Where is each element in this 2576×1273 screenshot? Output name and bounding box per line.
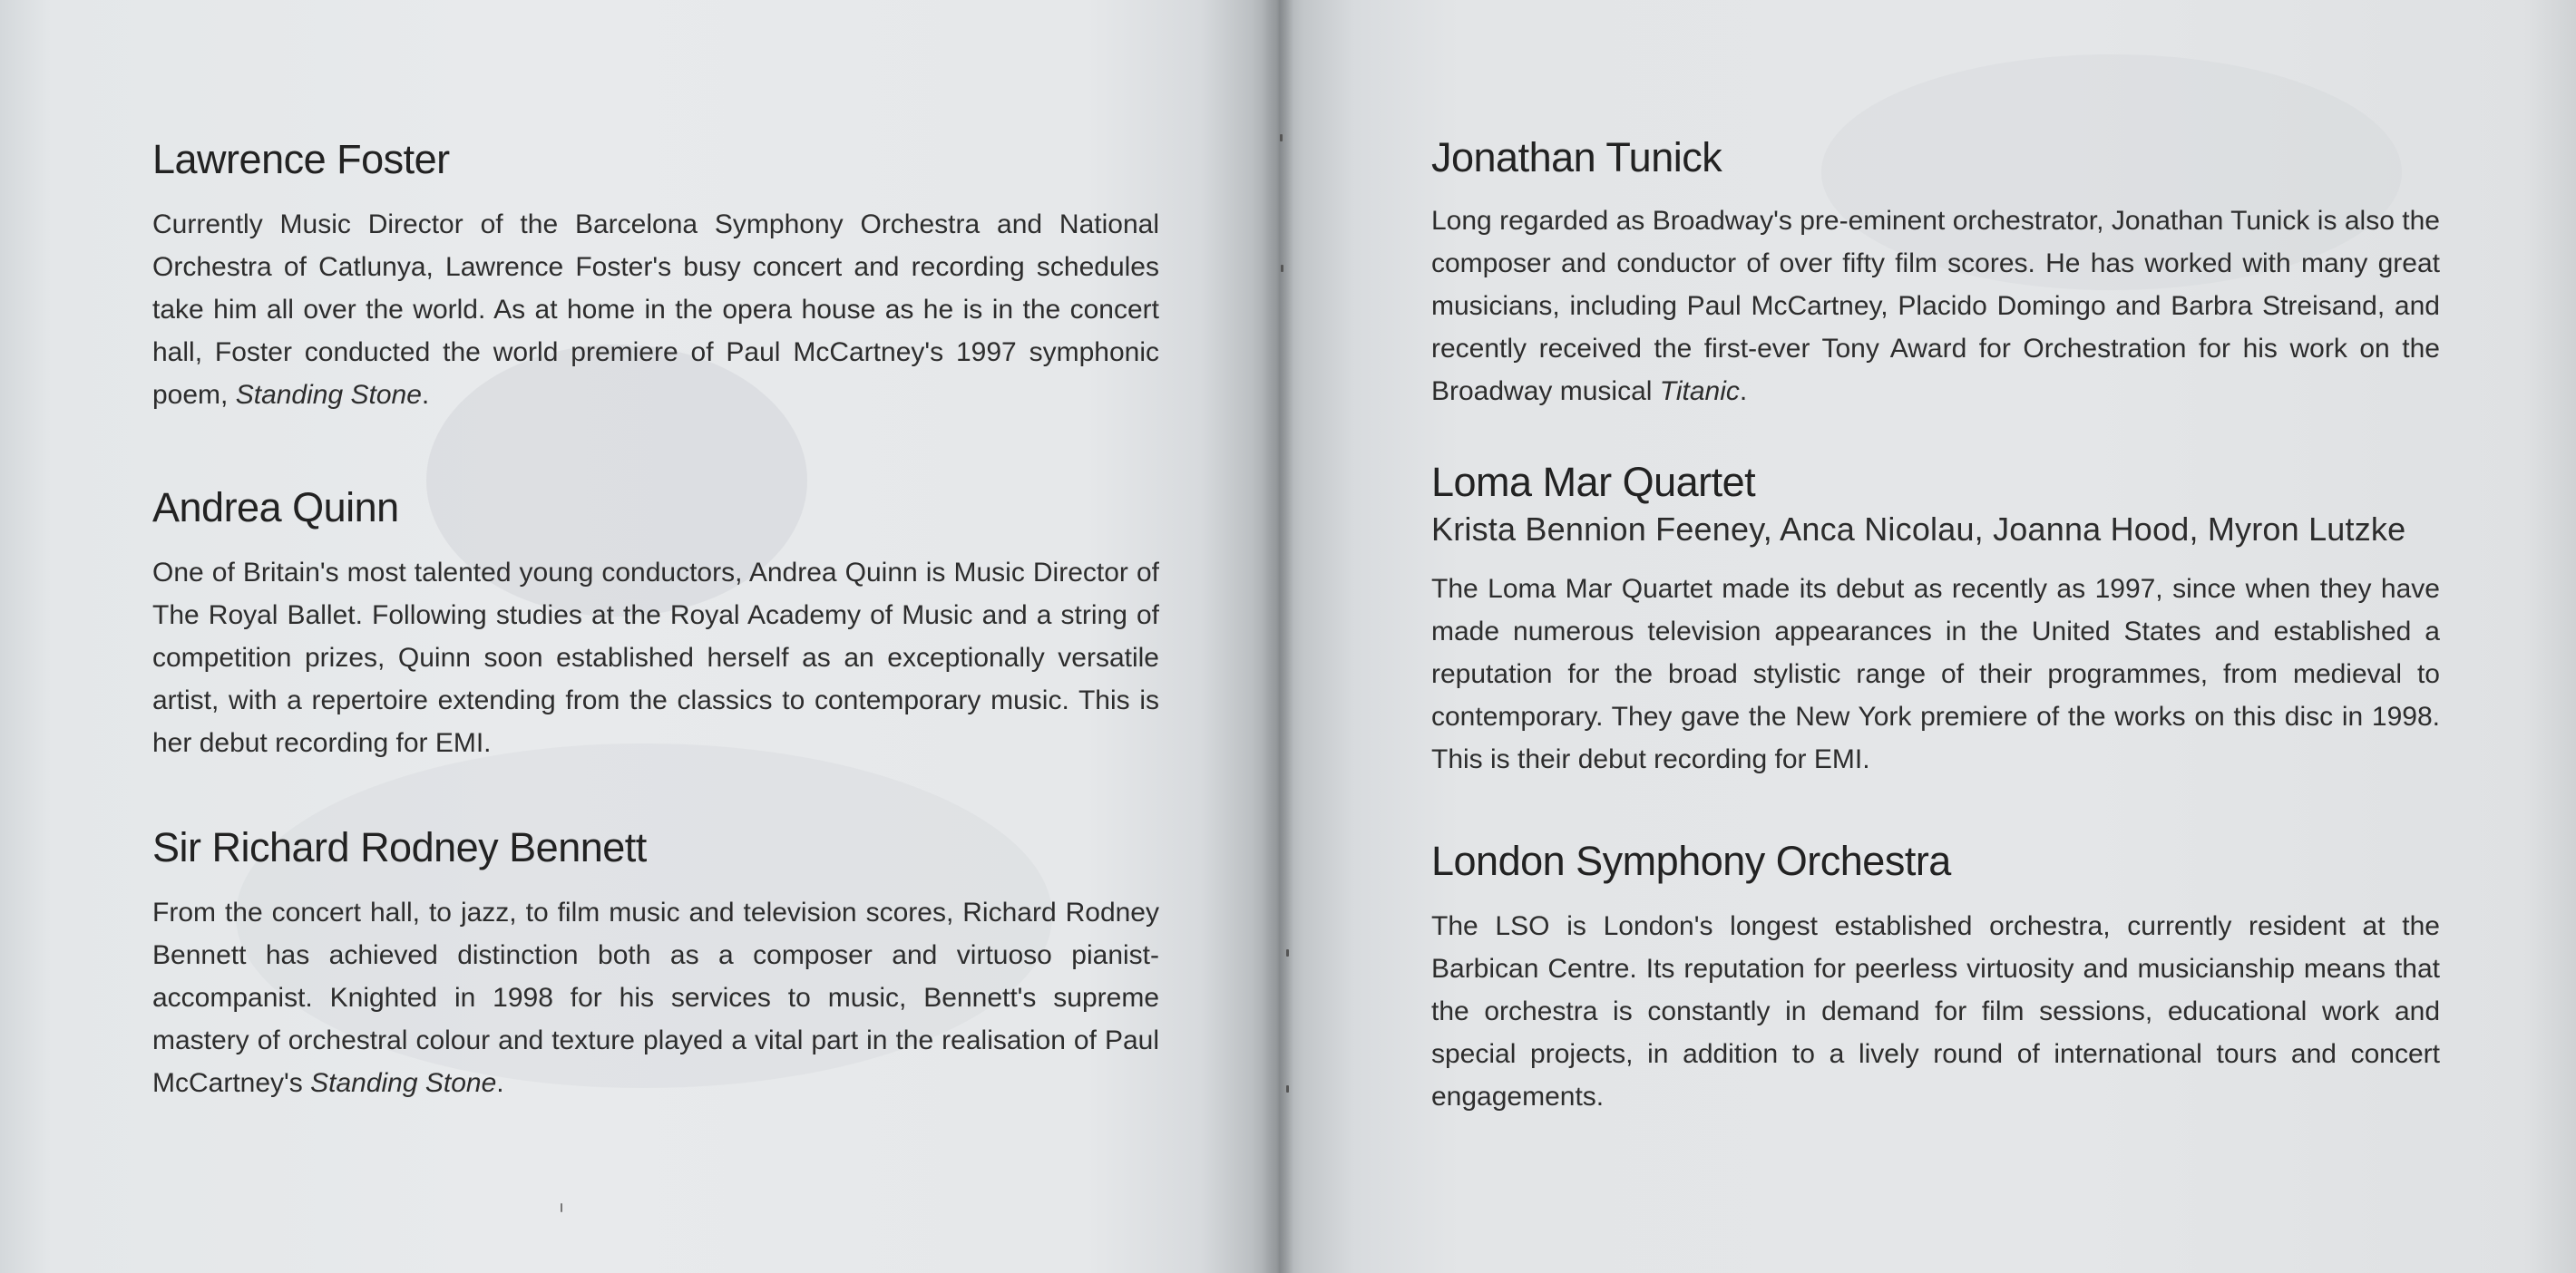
body-text: The LSO is London's longest established orchestra, currently resident at the Barbican Centre. Its reputation for peerless virtuosity and musicianship means that the orchestra is constantly in demand for film sessions, educational work and special projects, in addition to a lively round of international tours and concert engagements. bbox=[1431, 911, 2440, 1112]
staple-mark bbox=[1281, 265, 1283, 272]
work-title: Titanic bbox=[1659, 376, 1740, 406]
section-body bbox=[152, 551, 1159, 764]
section-heading: Jonathan Tunick bbox=[1431, 134, 1722, 180]
staple-mark bbox=[1280, 134, 1283, 141]
section-body bbox=[1431, 905, 2440, 1118]
body-text: One of Britain's most talented young conductors, Andrea Quinn is Music Director of The Royal Ballet. Following studies at the Royal Academy of Music and a string of competition prizes, Quinn soon established herself as an exceptionally versatile artist, with a repertoire extending from the classics to contemporary music. This is her debut recording for EMI. bbox=[152, 558, 1159, 758]
section-members: Krista Bennion Feeney, Anca Nicolau, Joanna Hood, Myron Lutzke bbox=[1431, 510, 2406, 548]
bio-section-london-symphony-orchestra bbox=[1431, 836, 2440, 1118]
staple-mark bbox=[1286, 1085, 1289, 1093]
body-text: Long regarded as Broadway's pre-eminent orchestrator, Jonathan Tunick is also the composer and conductor of over fifty film scores. He has worked with many great musicians, including Paul McCartney, Placido Domingo and Barbra Streisand, and recently received the first-ever Tony Award for Orchestration for his work on the Broadway musical bbox=[1431, 206, 2440, 406]
staple-mark bbox=[1286, 949, 1289, 957]
spine-gutter bbox=[1263, 0, 1293, 1273]
bio-section-richard-rodney-bennett bbox=[152, 822, 1159, 1104]
work-title: Standing Stone bbox=[235, 380, 422, 410]
bio-section-loma-mar-quartet bbox=[1431, 457, 2440, 781]
body-text-end: . bbox=[421, 380, 430, 410]
body-text: The Loma Mar Quartet made its debut as recently as 1997, since when they have made numerous television appearances in the United States and established a reputation for the broad stylistic range of their programmes, from medieval to contemporary. They gave the New York premiere of the works on this disc in 1998. This is their debut recording for EMI. bbox=[1431, 574, 2440, 774]
body-text-end: . bbox=[1739, 376, 1748, 406]
bio-section-jonathan-tunick bbox=[1431, 132, 2440, 413]
section-heading: London Symphony Orchestra bbox=[1431, 838, 1951, 884]
work-title: Standing Stone bbox=[310, 1068, 497, 1098]
section-body bbox=[152, 203, 1159, 416]
section-body bbox=[152, 891, 1159, 1104]
section-heading: Loma Mar Quartet bbox=[1431, 459, 1756, 505]
section-heading: Andrea Quinn bbox=[152, 484, 399, 530]
bio-section-lawrence-foster bbox=[152, 134, 1159, 416]
bio-section-andrea-quinn bbox=[152, 482, 1159, 764]
body-text: Currently Music Director of the Barcelona Symphony Orchestra and National Orchestra of Catlunya, Lawrence Foster's busy concert and recording schedules take him all over the world. As at home in the opera house as he is in the concert hall, Foster conducted the world premiere of Paul McCartney's 1997 symphonic poem, bbox=[152, 209, 1159, 410]
body-text-end: . bbox=[496, 1068, 504, 1098]
section-body bbox=[1431, 568, 2440, 781]
section-heading: Lawrence Foster bbox=[152, 136, 450, 182]
body-text: From the concert hall, to jazz, to film music and television scores, Richard Rodney Bennett has achieved distinction both as a composer and virtuoso pianist-accompanist. Knighted in 1998 for his services to music, Bennett's supreme mastery of orchestral colour and texture played a vital part in the realisation of Paul McCartney's bbox=[152, 898, 1159, 1098]
section-body bbox=[1431, 199, 2440, 413]
section-heading: Sir Richard Rodney Bennett bbox=[152, 824, 647, 870]
paper-speck bbox=[561, 1203, 562, 1212]
